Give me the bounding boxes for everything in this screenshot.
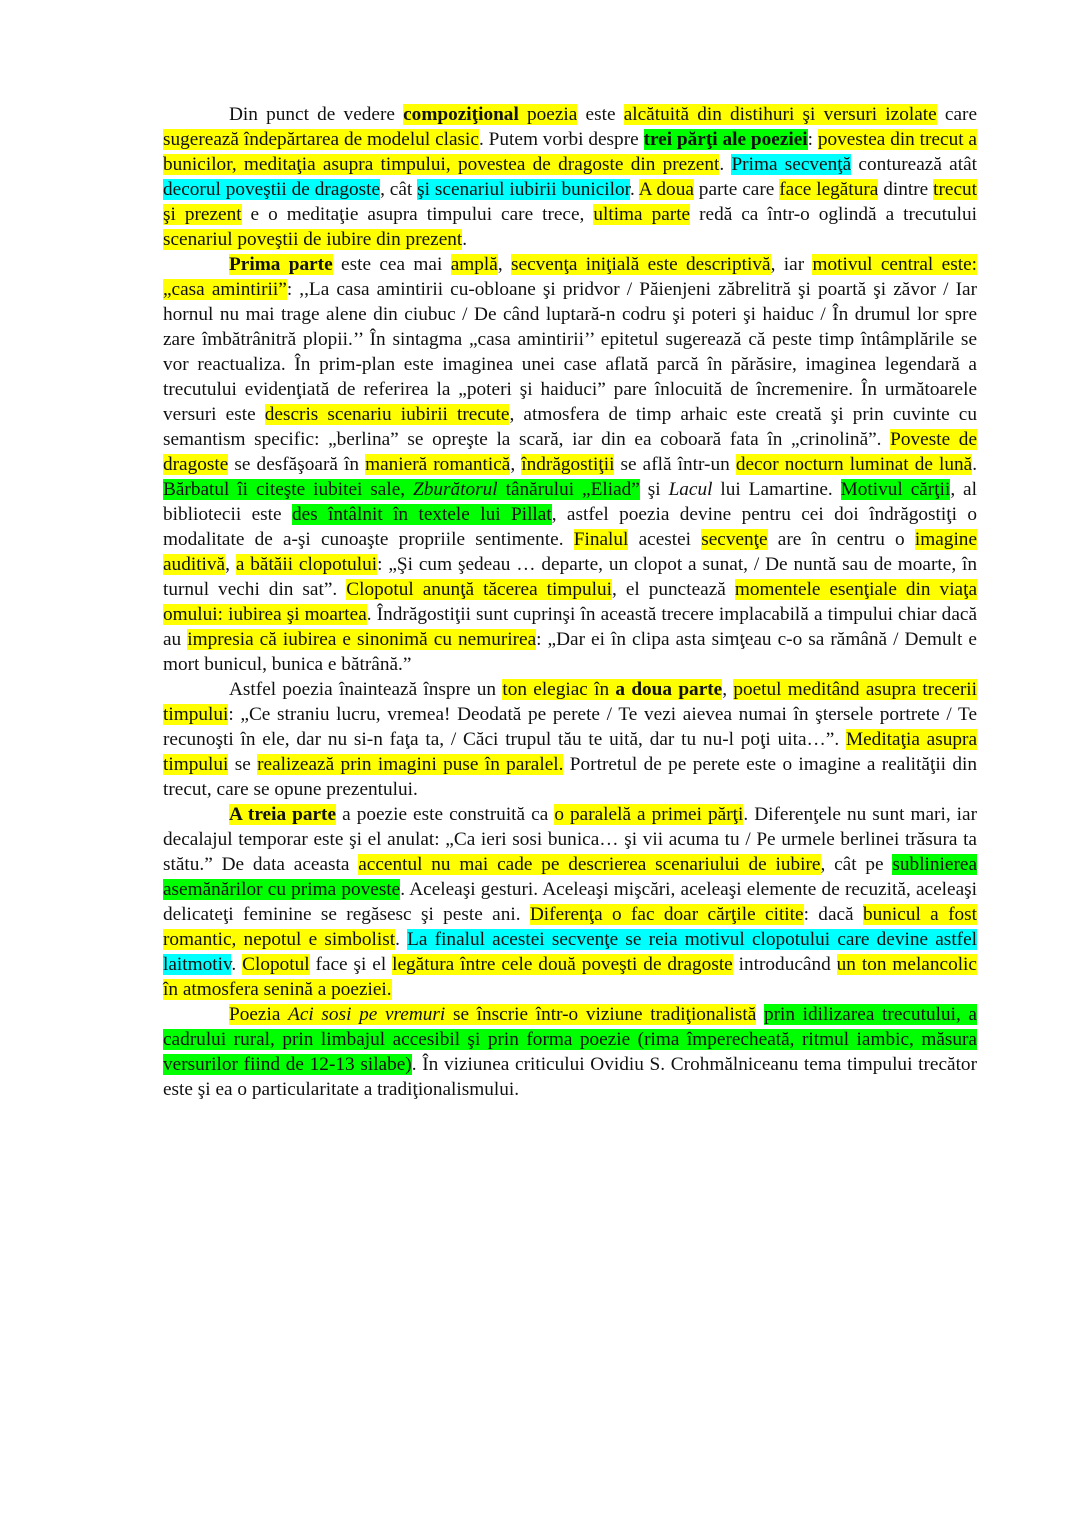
paragraph-second-part bbox=[163, 677, 977, 802]
yellow-highlight: Poezia bbox=[229, 1004, 289, 1025]
text-run: . Diferenţele nu sunt mari, iar decalajul temporar este şi el anulat: „Ca ieri sosi bunica… şi vii acuma tu / Pe urmele berlinei trăsura ta stătu.” De data aceasta bbox=[163, 804, 978, 875]
yellow-highlight: accentul nu mai cade pe descrierea scenariului de iubire bbox=[358, 854, 821, 875]
green-highlight: des întâlnit în textele lui Pillat bbox=[291, 504, 552, 525]
green-highlight: tânărului „Eliad” bbox=[497, 479, 640, 500]
yellow-highlight: sugerează îndepărtarea de modelul clasic bbox=[163, 129, 479, 150]
yellow-highlight: descris scenariu iubirii trecute bbox=[264, 404, 510, 425]
yellow-highlight: bunicul a fost romantic, nepotul e simbolist bbox=[163, 904, 978, 950]
text-run: . bbox=[231, 954, 243, 975]
text-run: a poezie este construită ca bbox=[336, 804, 555, 825]
text-run: redă ca într-o oglindă a trecutului bbox=[690, 204, 977, 225]
yellow-highlight: imagine auditivă bbox=[163, 529, 977, 575]
text-run: introducând bbox=[732, 954, 837, 975]
text-run: . Putem vorbi despre bbox=[478, 129, 644, 150]
yellow-highlight: Meditaţia asupra timpului bbox=[163, 729, 978, 775]
yellow-highlight: compoziţional bbox=[403, 104, 528, 125]
text-run: Lacul bbox=[668, 479, 713, 500]
text-run: este bbox=[577, 104, 624, 125]
yellow-highlight: trecut şi prezent bbox=[163, 179, 978, 225]
cyan-highlight: Prima secvenţă bbox=[731, 154, 852, 175]
text-run: , bbox=[225, 554, 236, 575]
text-run: . bbox=[972, 454, 978, 475]
cyan-highlight: decorul poveştii de dragoste bbox=[163, 179, 381, 200]
green-highlight: sublinierea asemănărilor cu prima poveste bbox=[163, 854, 977, 900]
text-run: este cea mai bbox=[332, 254, 451, 275]
green-highlight: Motivul cărţii bbox=[840, 479, 951, 500]
yellow-highlight: secvenţe bbox=[701, 529, 768, 550]
text-run: conturează atât bbox=[851, 154, 978, 175]
text-run: Portretul de pe perete este o imagine a realităţii din trecut, care se opune prezentului. bbox=[163, 754, 978, 800]
text-run: . bbox=[462, 229, 468, 250]
text-run: , bbox=[497, 254, 512, 275]
yellow-highlight: poezia bbox=[527, 104, 578, 125]
yellow-highlight: îndrăgostiţii bbox=[521, 454, 615, 475]
green-highlight: trei părţi ale poeziei bbox=[643, 129, 808, 150]
yellow-highlight: se înscrie într-o viziune tradiţionalistă bbox=[445, 1004, 757, 1025]
text-run: parte care bbox=[693, 179, 780, 200]
text-run bbox=[756, 1004, 764, 1025]
text-run: acestei bbox=[628, 529, 702, 550]
paragraph-conclusion bbox=[163, 1002, 977, 1102]
yellow-highlight: Clopotul anunţă tăcerea timpului bbox=[346, 579, 613, 600]
text-run: : „Ce straniu lucru, vremea! Deodată pe perete / Te vezi aievea numai în ştersele portrete / Te recunoşti în ele, dar nu si-n faţa ta, / Căci trupul tău te uită, dar tu nu-l poţi uita…”. bbox=[163, 704, 977, 750]
text-run: . bbox=[719, 154, 732, 175]
text-run: . bbox=[395, 929, 408, 950]
essay-body bbox=[163, 102, 977, 1102]
yellow-highlight: o paralelă a primei părţi bbox=[554, 804, 744, 825]
yellow-highlight: impresia că iubirea e sinonimă cu nemurirea bbox=[187, 629, 537, 650]
text-run: , cât pe bbox=[820, 854, 893, 875]
yellow-highlight: scenariul poveştii de iubire din prezent bbox=[163, 229, 463, 250]
text-run: . Aceleaşi gesturi. Aceleaşi mişcări, aceleaşi elemente de recuzită, aceleaşi delicateţi feminine se regăsesc şi peste ani. bbox=[163, 879, 977, 925]
paragraph-first-part bbox=[163, 252, 977, 677]
yellow-highlight: Prima parte bbox=[229, 254, 333, 275]
text-run: , cât bbox=[380, 179, 418, 200]
text-run: lui Lamartine. bbox=[712, 479, 841, 500]
yellow-highlight: realizează prin imagini puse în paralel. bbox=[257, 754, 564, 775]
text-run: : bbox=[807, 129, 818, 150]
text-run: Din punct de vedere bbox=[229, 104, 404, 125]
text-run: : dacă bbox=[803, 904, 863, 925]
text-run: . Îndrăgostiţii sunt cuprinşi în această trecere implacabilă a timpului chiar dacă au bbox=[163, 604, 977, 650]
green-highlight: Bărbatul îi citeşte iubitei sale, bbox=[163, 479, 414, 500]
yellow-highlight: Diferenţa o fac doar cărţile citite bbox=[529, 904, 804, 925]
cyan-highlight: şi scenariul iubirii bunicilor bbox=[417, 179, 630, 200]
text-run: . În viziunea criticului Ovidiu S. Crohmălniceanu tema timpului trecător este şi ea o particularitate a tradiţionalismului. bbox=[163, 1054, 977, 1100]
yellow-highlight: ton elegiac în bbox=[502, 679, 616, 700]
text-run: : „Dar ei în clipa asta simţeau c-o sa rămână / Demult e mort bunicul, bunica e bătrână.” bbox=[163, 629, 977, 675]
yellow-highlight: momentele esenţiale din viaţa omului: iubirea şi moartea bbox=[163, 579, 978, 625]
paragraph-third-part bbox=[163, 802, 977, 1002]
yellow-highlight: Clopotul bbox=[242, 954, 310, 975]
text-run: , atmosfera de timp arhaic este creată şi prin cuvinte cu semantism specific: „berlina” se opreşte la scară, iar din ea coboară fata în „crinolină”. bbox=[163, 404, 977, 450]
text-run: se află într-un bbox=[614, 454, 736, 475]
green-highlight: Zburătorul bbox=[413, 479, 498, 500]
yellow-highlight: a bătăii clopotului bbox=[235, 554, 378, 575]
yellow-highlight: Poveste de dragoste bbox=[163, 429, 978, 475]
yellow-highlight: alcătuită din distihuri şi versuri izolate bbox=[623, 104, 937, 125]
yellow-highlight: un ton melancolic în atmosfera senină a poeziei. bbox=[163, 954, 977, 1000]
text-run: face şi el bbox=[309, 954, 393, 975]
yellow-highlight: poetul meditând asupra trecerii timpului bbox=[163, 679, 978, 725]
text-run: Astfel poezia înaintează înspre un bbox=[229, 679, 503, 700]
text-run: . bbox=[630, 179, 639, 200]
yellow-highlight: A treia parte bbox=[229, 804, 337, 825]
text-run: , bbox=[722, 679, 734, 700]
paragraph-composition bbox=[163, 102, 977, 252]
text-run: care bbox=[936, 104, 977, 125]
text-run: dintre bbox=[878, 179, 934, 200]
yellow-highlight: Finalul bbox=[573, 529, 629, 550]
text-run: se desfăşoară în bbox=[228, 454, 366, 475]
yellow-highlight: povestea din trecut a bunicilor, meditaţia asupra timpului, povestea de dragoste din prezent bbox=[163, 129, 977, 175]
text-run: , el punctează bbox=[612, 579, 735, 600]
yellow-highlight: a doua parte bbox=[615, 679, 723, 700]
yellow-highlight: A doua bbox=[638, 179, 694, 200]
text-run: e o meditaţie asupra timpului care trece, bbox=[241, 204, 594, 225]
yellow-highlight: manieră romantică bbox=[365, 454, 511, 475]
text-run: se bbox=[228, 754, 258, 775]
text-run: : „Şi cum şedeau … departe, un clopot a sunat, / De nuntă sau de moarte, în turnul vechi din sat”. bbox=[163, 554, 978, 600]
yellow-highlight: legătura între cele două poveşti de dragoste bbox=[392, 954, 733, 975]
text-run: , al bibliotecii este bbox=[163, 479, 977, 525]
yellow-highlight: ultima parte bbox=[593, 204, 691, 225]
yellow-highlight: amplă bbox=[450, 254, 498, 275]
text-run: şi bbox=[639, 479, 669, 500]
text-run: , astfel poezia devine pentru cei doi îndrăgostiţi o modalitate de a-şi cunoaşte propriile sentimente. bbox=[163, 504, 978, 550]
text-run: , bbox=[510, 454, 522, 475]
green-highlight: prin idilizarea trecutului, a cadrului rural, prin limbajul accesibil şi prin forma poezie (rima împerecheată, ritmul iambic, măsura versurilor fiind de 12-13 silabe) bbox=[163, 1004, 977, 1075]
cyan-highlight: La finalul acestei secvenţe se reia motivul clopotului care devine astfel laitmotiv bbox=[163, 929, 978, 975]
yellow-highlight: Aci sosi pe vremuri bbox=[288, 1004, 446, 1025]
text-run: , iar bbox=[770, 254, 813, 275]
yellow-highlight: secvenţa iniţială este descriptivă bbox=[511, 254, 771, 275]
yellow-highlight: decor nocturn luminat de lună bbox=[735, 454, 973, 475]
yellow-highlight: motivul central este: „casa amintirii” bbox=[163, 254, 977, 300]
text-run: are în centru o bbox=[767, 529, 915, 550]
yellow-highlight: face legătura bbox=[779, 179, 879, 200]
text-run: : ,,La casa amintirii cu-obloane şi pridvor / Păienjeni zăbrelitră şi poartă şi zăvor / Iar hornul nu mai trage alene din ciubuc / De când luptară-n codru şi poteri şi haiduc / În drumul lor spre zare îmbătrânitră plopii.’’ În sintagma „casa amintirii’’ epitetul sugerează că peste timp întâmplările se vor reactualiza. În prim-plan este imaginea unei case aflată parcă în părăsire, imaginea legendară a trecutului evidenţiată de referirea la „poteri şi haiduci” pare înlocuită de încremenire. În următoarele versuri este bbox=[163, 279, 978, 425]
